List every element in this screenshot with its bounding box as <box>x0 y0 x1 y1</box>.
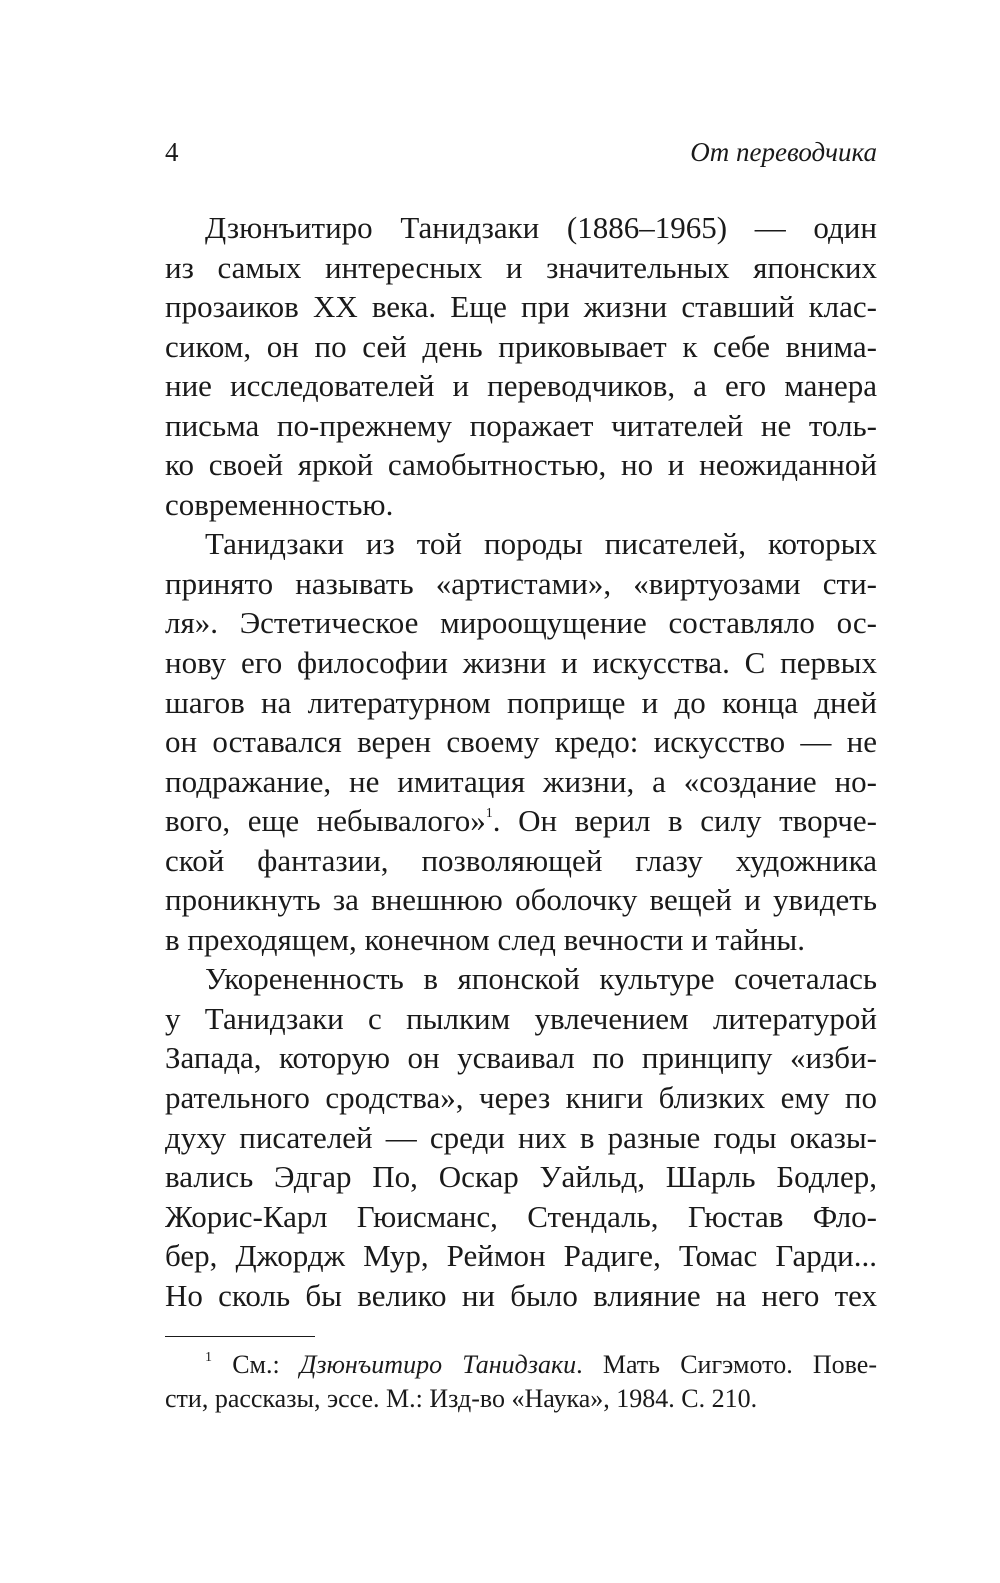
text-line: у Танидзаки с пылким увлечением литературой <box>165 1000 877 1036</box>
text-line: Танидзаки из той породы писателей, которых <box>205 526 877 562</box>
text-line: из самых интересных и значительных японских <box>165 249 877 285</box>
text-line: в преходящем, конечном след вечности и тайны. <box>165 921 805 957</box>
footnote-mark: 1 <box>205 1350 212 1365</box>
text-line: он оставался верен своему кредо: искусство — не <box>165 724 877 760</box>
footnote-line <box>165 1348 877 1382</box>
text-segment: . Он верил в силу творче- <box>492 803 877 839</box>
footnote-divider <box>165 1336 315 1337</box>
footnote-title: . Мать Сигэмото. Пове- <box>576 1350 877 1379</box>
text-line: Жорис-Карл Гюисманс, Стендаль, Гюстав Фло- <box>165 1198 877 1234</box>
footnote-prefix: См.: <box>232 1350 300 1379</box>
text-line: современностью. <box>165 486 394 522</box>
book-page <box>165 0 877 1583</box>
footnote-author: Дзюнъитиро Танидзаки <box>299 1350 577 1379</box>
text-line: принято называть «артистами», «виртуозами сти- <box>165 565 877 601</box>
text-line: письма по-прежнему поражает читателей не толь- <box>165 407 877 443</box>
text-line: ко своей яркой самобытностью, но и неожиданной <box>165 447 877 483</box>
footnote-line: сти, рассказы, эссе. М.: Изд-во «Наука», 1984. С. 210. <box>165 1384 758 1413</box>
text-line: Но сколь бы велико ни было влияние на него тех <box>165 1277 877 1313</box>
paragraph <box>165 208 877 524</box>
main-text <box>165 208 877 1315</box>
text-line: Запада, которую он усваивал по принципу «изби- <box>165 1040 877 1076</box>
text-line-with-footnote <box>165 801 877 841</box>
text-line: ля». Эстетическое мироощущение составляло ос- <box>165 605 877 641</box>
text-segment: вого, еще небывалого» <box>165 803 486 839</box>
paragraph <box>165 524 877 959</box>
text-line: прозаиков XX века. Еще при жизни ставший клас- <box>165 289 877 325</box>
text-line: шагов на литературном поприще и до конца дней <box>165 684 877 720</box>
page-number: 4 <box>165 137 179 167</box>
text-line: бер, Джордж Мур, Реймон Радиге, Томас Гарди... <box>165 1238 877 1274</box>
text-line: вались Эдгар По, Оскар Уайльд, Шарль Бодлер, <box>165 1159 877 1195</box>
text-line: сиком, он по сей день приковывает к себе внима- <box>165 328 877 364</box>
text-line: ской фантазии, позволяющей глазу художника <box>165 842 877 878</box>
text-line: Укорененность в японской культуре сочеталась <box>205 961 877 997</box>
text-line: нову его философии жизни и искусства. С первых <box>165 645 877 681</box>
text-line: проникнуть за внешнюю оболочку вещей и увидеть <box>165 882 877 918</box>
text-line: духу писателей — среди них в разные годы оказы- <box>165 1119 877 1155</box>
text-line: Дзюнъитиро Танидзаки (1886–1965) — один <box>205 210 877 245</box>
footnote-reference[interactable]: 1 <box>485 806 493 822</box>
paragraph <box>165 959 877 1315</box>
footnote <box>165 1348 877 1416</box>
running-head <box>165 132 877 172</box>
section-title: От переводчика <box>690 137 877 167</box>
text-line: подражание, не имитация жизни, а «создание но- <box>165 763 877 799</box>
text-line: рательного сродства», через книги близких ему по <box>165 1080 877 1116</box>
text-line: ние исследователей и переводчиков, а его манера <box>165 368 877 404</box>
